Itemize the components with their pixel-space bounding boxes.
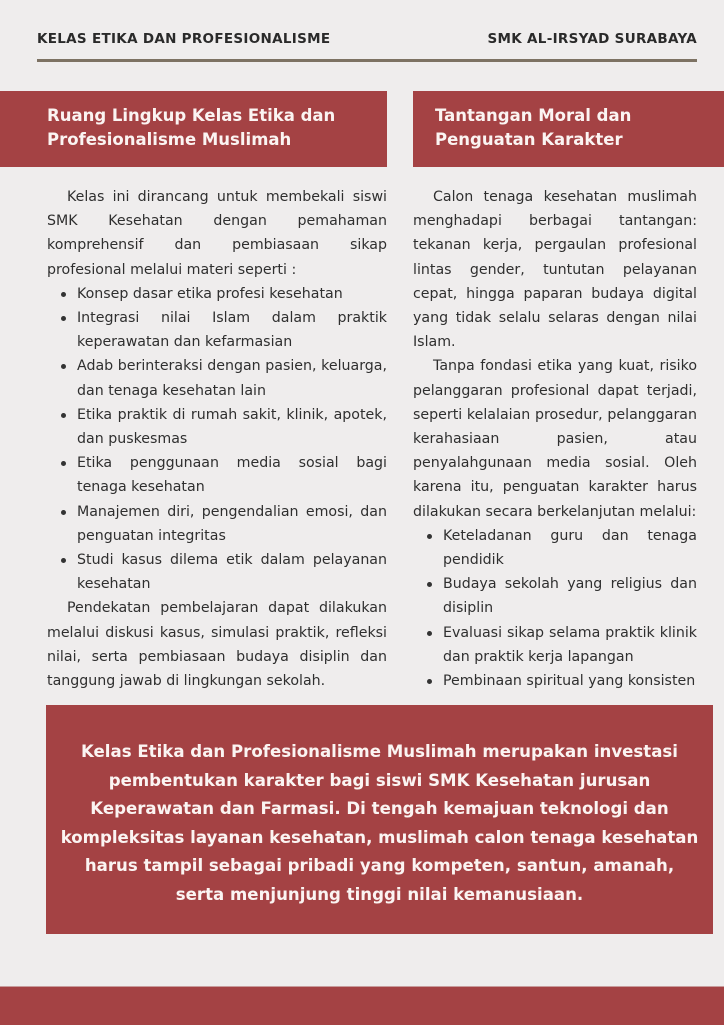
list-item-text: Konsep dasar etika profesi kesehatan: [77, 285, 343, 302]
bullet-icon: [61, 364, 66, 369]
list-item-text: Studi kasus dilema etik dalam pelayanan kesehatan: [77, 552, 387, 593]
bullet-icon: [61, 558, 66, 563]
list-item-text: Manajemen diri, pengendalian emosi, dan penguatan integritas: [77, 503, 387, 544]
list-item-text: Budaya sekolah yang religius dan disiplin: [443, 576, 697, 617]
list-item: [47, 500, 387, 548]
section-heading-scope: Ruang Lingkup Kelas Etika dan Profesionalisme Muslimah: [0, 91, 387, 167]
list-item: [47, 548, 387, 596]
document-header-title: KELAS ETIKA DAN PROFESIONALISME: [37, 31, 331, 47]
bullet-icon: [427, 534, 432, 539]
list-item: [47, 451, 387, 499]
header-divider: [37, 59, 697, 62]
conclusion-text: Kelas Etika dan Profesionalisme Muslimah merupakan investasi pembentukan karakter bagi siswi SMK Kesehatan jurusan Keperawatan dan Farmasi. Di tengah kemajuan teknologi dan kompleksitas layanan kesehatan, muslimah calon tenaga kesehatan harus tampil sebagai pribadi yang kompeten, santun, amanah, serta menjunjung tinggi nilai kemanusiaan.: [60, 742, 699, 904]
bullet-icon: [61, 292, 66, 297]
list-item-text: Keteladanan guru dan tenaga pendidik: [443, 527, 697, 569]
list-item: [413, 669, 697, 693]
section-heading-challenges: Tantangan Moral dan Penguatan Karakter: [413, 91, 724, 167]
list-item: [47, 306, 387, 354]
bullet-icon: [61, 413, 66, 418]
list-item-text: Etika praktik di rumah sakit, klinik, apotek, dan puskesmas: [77, 406, 387, 448]
challenges-list: [413, 524, 697, 693]
list-item: [413, 621, 697, 669]
bullet-icon: [427, 582, 432, 587]
scope-column: [47, 185, 387, 693]
footer-bar: [0, 986, 724, 1025]
bullet-icon: [427, 679, 432, 684]
scope-closing: Pendekatan pembelajaran dapat dilakukan melalui diskusi kasus, simulasi praktik, refleksi nilai, serta pembiasaan budaya disiplin dan tanggung jawab di lingkungan sekolah.: [47, 600, 387, 690]
list-item-text: Adab berinteraksi dengan pasien, keluarga, dan tenaga kesehatan lain: [77, 358, 387, 399]
list-item-text: Integrasi nilai Islam dalam praktik keperawatan dan kefarmasian: [77, 310, 387, 351]
list-item: [413, 524, 697, 572]
list-item: [47, 282, 387, 306]
list-item: [413, 572, 697, 620]
scope-list: [47, 282, 387, 597]
bullet-icon: [61, 316, 66, 321]
challenges-paragraph-2: Tanpa fondasi etika yang kuat, risiko pelanggaran profesional dapat terjadi, seperti kelalaian prosedur, pelanggaran kerahasiaan pasien, atau penyalahgunaan media sosial. Oleh karena itu, penguatan karakter harus dilakukan secara berkelanjutan melalui:: [413, 358, 697, 520]
list-item-text: Pembinaan spiritual yang konsisten: [443, 673, 696, 690]
list-item-text: Etika penggunaan media sosial bagi tenaga kesehatan: [77, 455, 387, 496]
list-item: [47, 354, 387, 402]
scope-intro: Kelas ini dirancang untuk membekali siswi SMK Kesehatan dengan pemahaman komprehensif dan pembiasaan sikap profesional melalui materi seperti :: [47, 189, 387, 278]
school-name: SMK AL-IRSYAD SURABAYA: [487, 31, 697, 47]
list-item-text: Evaluasi sikap selama praktik klinik dan praktik kerja lapangan: [443, 624, 697, 665]
bullet-icon: [427, 631, 432, 636]
conclusion-callout: [46, 705, 713, 934]
challenges-column: [413, 185, 697, 693]
challenges-paragraph-1: Calon tenaga kesehatan muslimah menghadapi berbagai tantangan: tekanan kerja, pergaulan profesional lintas gender, tuntutan pelayanan cepat, hingga paparan budaya digital yang tidak selalu selaras dengan nilai Islam.: [413, 189, 697, 351]
list-item: [47, 403, 387, 451]
bullet-icon: [61, 461, 66, 466]
bullet-icon: [61, 510, 66, 515]
